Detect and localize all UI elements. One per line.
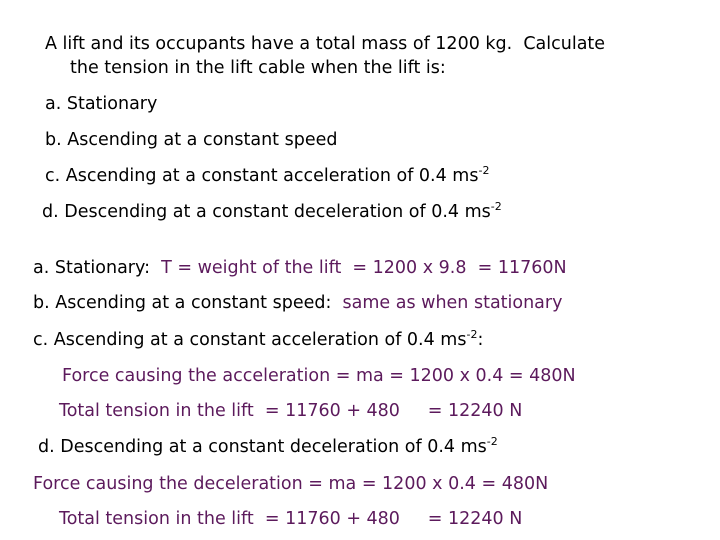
answer-c-label: [33, 329, 483, 351]
question-part-d-text: d. Descending at a constant deceleration of 0.4 ms: [42, 202, 491, 222]
answer-c-total: Total tension in the lift = 11760 + 480 = 12240 N: [59, 401, 523, 421]
answer-c-force: Force causing the acceleration = ma = 1200 x 0.4 = 480N: [62, 366, 576, 386]
question-part-b: b. Ascending at a constant speed: [45, 130, 338, 150]
question-line-1: A lift and its occupants have a total mass of 1200 kg. Calculate: [45, 34, 606, 54]
question-part-c-exponent: -2: [478, 164, 490, 177]
question-part-d-exponent: -2: [490, 200, 502, 213]
answer-a: [33, 257, 567, 279]
answer-c-exponent: -2: [466, 328, 478, 341]
answer-b: [33, 292, 562, 314]
answer-b-label: b. Ascending at a constant speed:: [33, 293, 332, 313]
answer-b-text: same as when stationary: [342, 293, 563, 313]
question-part-c-text: c. Ascending at a constant acceleration of 0.4 ms: [45, 166, 479, 186]
question-line-2: the tension in the lift cable when the lift is:: [70, 58, 446, 78]
answer-d-exponent: -2: [486, 435, 498, 448]
question-part-a: a. Stationary: [45, 94, 158, 114]
answer-a-text: T = weight of the lift = 1200 x 9.8 = 11760N: [161, 258, 567, 278]
answer-d-label-text: d. Descending at a constant deceleration of 0.4 ms: [38, 437, 487, 457]
answer-c-colon: :: [477, 330, 484, 350]
answer-c-label-text: c. Ascending at a constant acceleration of 0.4 ms: [33, 330, 467, 350]
answer-d-total: Total tension in the lift = 11760 + 480 = 12240 N: [59, 509, 523, 529]
question-part-d: [42, 201, 502, 223]
answer-a-label: a. Stationary:: [33, 258, 150, 278]
answer-d-label: [38, 436, 498, 458]
answer-d-force: Force causing the deceleration = ma = 1200 x 0.4 = 480N: [33, 474, 549, 494]
question-part-c: [45, 165, 489, 187]
